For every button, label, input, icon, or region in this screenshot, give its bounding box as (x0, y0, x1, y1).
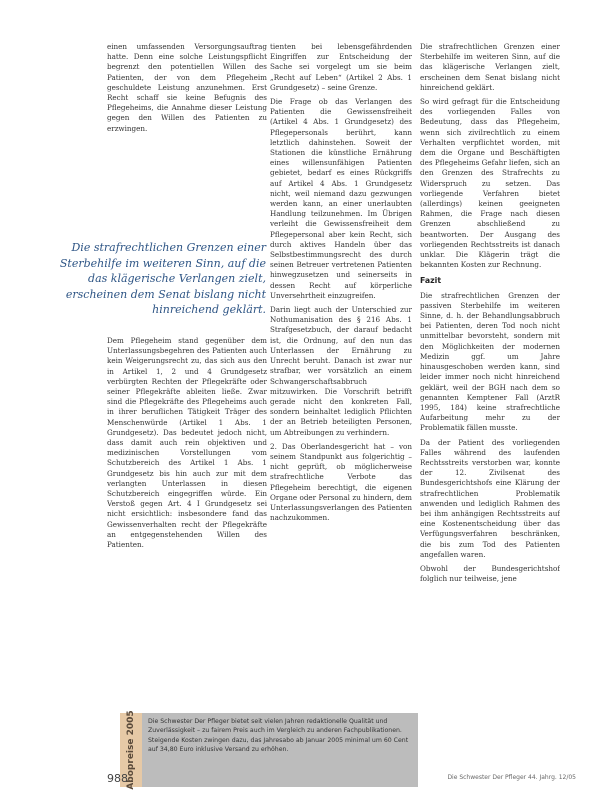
paragraph: Die strafrechtlichen Grenzen einer Sterbehilfe im weiteren Sinn, auf die das klägerische Verlangen zielt, erscheinen dem Senat bislang nicht hinreichend geklärt. (420, 42, 560, 92)
article-column-right (420, 42, 560, 742)
paragraph: Die Frage ob das Verlangen des Patienten die Gewissensfreiheit (Artikel 4 Abs. 1 Grundgesetz) des Pflegepersonals berührt, kann letztlich dahinstehen. Soweit der Stationen die künstliche Ernährung eines willensunfähigen Patienten gebietet, bedarf es eines Rückgriffs auf Artikel 4 Abs. 1 Grundgesetz nicht, weil niemand dazu gezwungen werden kann, an einer unerlaubten Handlung teilzunehmen. Im Übrigen verleiht die Gewissensfreiheit dem Pflegepersonal aber kein Recht, sich durch aktives Handeln über das Selbstbestimmungsrecht des durch seinen Betreuer vertretenen Patienten hinwegzusetzen und seinerseits in dessen Recht auf körperliche Unversehrtheit einzugreifen. (270, 97, 412, 300)
running-footer: Die Schwester Der Pfleger 44. Jahrg. 12/05 (447, 774, 576, 781)
paragraph: einen umfassenden Versorgungsauftrag hatte. Denn eine solche Leistungspflicht begrenzt den potentiellen Willen des Patienten, der von dem Pflegeheim geschuldete Leistung anzunehmen. Erst Recht schaff sie keine Befugnis des Pflegeheims, die Annahme dieser Leistung gegen den Willen des Patienten zu erzwingen. (107, 42, 267, 133)
subscription-text (148, 718, 414, 756)
paragraph: Darin liegt auch der Unterschied zur Nothumanisation des § 216 Abs. 1 Strafgesetzbuch, der darauf bedacht ist, die Ordnung, auf den nun das Unterlassen der Ernährung zu Unrecht beruht. Danach ist zwar nur strafbar, wer vorsätzlich an einem Schwangerschaftsabbruch mitzuwirken. Die Vorschrift betrifft gerade nicht den konkreten Fall, sondern beinhaltet lediglich Pflichten der an Betrieb beteiligten Personen, um Abtreibungen zu verhindern. (270, 305, 412, 437)
paragraph: Dem Pflegeheim stand gegenüber dem Unterlassungsbegehren des Patienten auch kein Weigerungsrecht zu, das sich aus den in Artikel 1, 2 und 4 Grundgesetz verbürgten Rechten der Pflegekräfte oder seiner Pflegekräfte ableiten ließe. Zwar sind die Pflegekräfte des Pflegeheims auch in ihrer beruflichen Tätigkeit Träger des Menschenwürde (Artikel 1 Abs. 1 Grundgesetz). Das bedeutet jedoch nicht, dass damit auch rein objektiven und medizinischen Vorstellungen vom Schutzbereich des Artikel 1 Abs. 1 Grundgesetz bis hin auch zur mit dem verlangten Unterlassen in diesen Schutzbereich eingegriffen würde. Ein Verstoß gegen Art. 4 I Grundgesetz sei nicht ersichtlich: insbesondere fand das Gewissenverhalten recht der Pflegekräfte an entgegenstehenden Willen des Patienten. (107, 336, 267, 550)
paragraph: Da der Patient des vorliegenden Falles während des laufenden Rechtsstreits verstorben war, konnte der 12. Zivilsenat des Bundesgerichtshofs eine Klärung der strafrechtlichen Problematik anwenden und lediglich Rahmen des bei ihm anhängigen Rechtsstreits auf eine Kostenentscheidung über das Verfügungsverfahren beschränken, die bis zum Tod des Patienten angefallen waren. (420, 437, 560, 559)
subscription-line: Die Schwester Der Pfleger bietet seit vielen Jahren redaktionelle Qualität und Zuverlässigkeit – zu fairem Preis auch im Vergleich zu anderen Fachpublikationen. (148, 718, 402, 734)
subscription-label: Abopreise 2005 (126, 710, 136, 790)
paragraph: Die strafrechtlichen Grenzen der passiven Sterbehilfe im weiteren Sinne, d. h. der Behandlungsabbruch bei Patienten, deren Tod noch nicht unmittelbar bevorsteht, sondern mit den Möglichkeiten der modernen Medizin ggf. um Jahre hinausgeschoben werden kann, sind leider immer noch nicht hinreichend geklärt, weil der BGH nach dem so genannten Kemptener Fall (ArztR 1995, 184) keine strafrechtliche Aufarbeitung mehr zu der Problematik fällen musste. (420, 290, 560, 433)
article-column-left-top (107, 42, 267, 138)
article-column-middle (270, 42, 412, 708)
paragraph: tienten bei lebensgefährdenden Eingriffen zur Entscheidung der Sache sei vorgelegt um sie beim „Recht auf Leben“ (Artikel 2 Abs. 1 Grundgesetz) – seine Grenze. (270, 42, 412, 92)
paragraph: So wird gefragt für die Entscheidung des vorliegenden Falles von Bedeutung, dass das Pflegeheim, wenn sich zivilrechtlich zu einem Verhalten verpflichtet worden, mit dem die Organe und Beschäftigten des Pflegeheims Gefahr liefen, sich an den Grenzen des Strafrechts zu Widerspruch zu setzen. Das vorliegende Verfahren bietet (allerdings) keinen geeigneten Rahmen, die Frage nach diesen Grenzen abschließend zu beantworten. Der Ausgang des vorliegenden Rechtsstreits ist danach unklar. Die Klägerin trägt die bekannten Kosten zur Rechnung. (420, 97, 560, 270)
fazit-heading: Fazit (420, 276, 442, 286)
pull-quote: Die strafrechtlichen Grenzen einer Sterbehilfe im weiteren Sinn, auf die das klägerische Verlangen zielt, erscheinen dem Senat bislang nicht hinreichend geklärt. (59, 241, 266, 317)
paragraph: 2. Das Oberlandesgericht hat – von seinem Standpunkt aus folgerichtig – nicht geprüft, ob möglicherweise strafrechtliche Verbote das Pflegeheim berechtigt, die eigenen Organe oder Personal zu hindern, dem Unterlassungsverlangen des Patienten nachzukommen. (270, 441, 412, 523)
subscription-line: Steigende Kosten zwingen dazu, das Jahresabo ab Januar 2005 minimal um 60 Cent auf 34,80 Euro inklusive Versand zu erhöhen. (148, 737, 409, 753)
paragraph: Obwohl der Bundesgerichtshof folglich nur teilweise, jene (420, 563, 560, 584)
article-column-left-bottom (107, 336, 267, 708)
page-number: 988 (107, 772, 128, 785)
